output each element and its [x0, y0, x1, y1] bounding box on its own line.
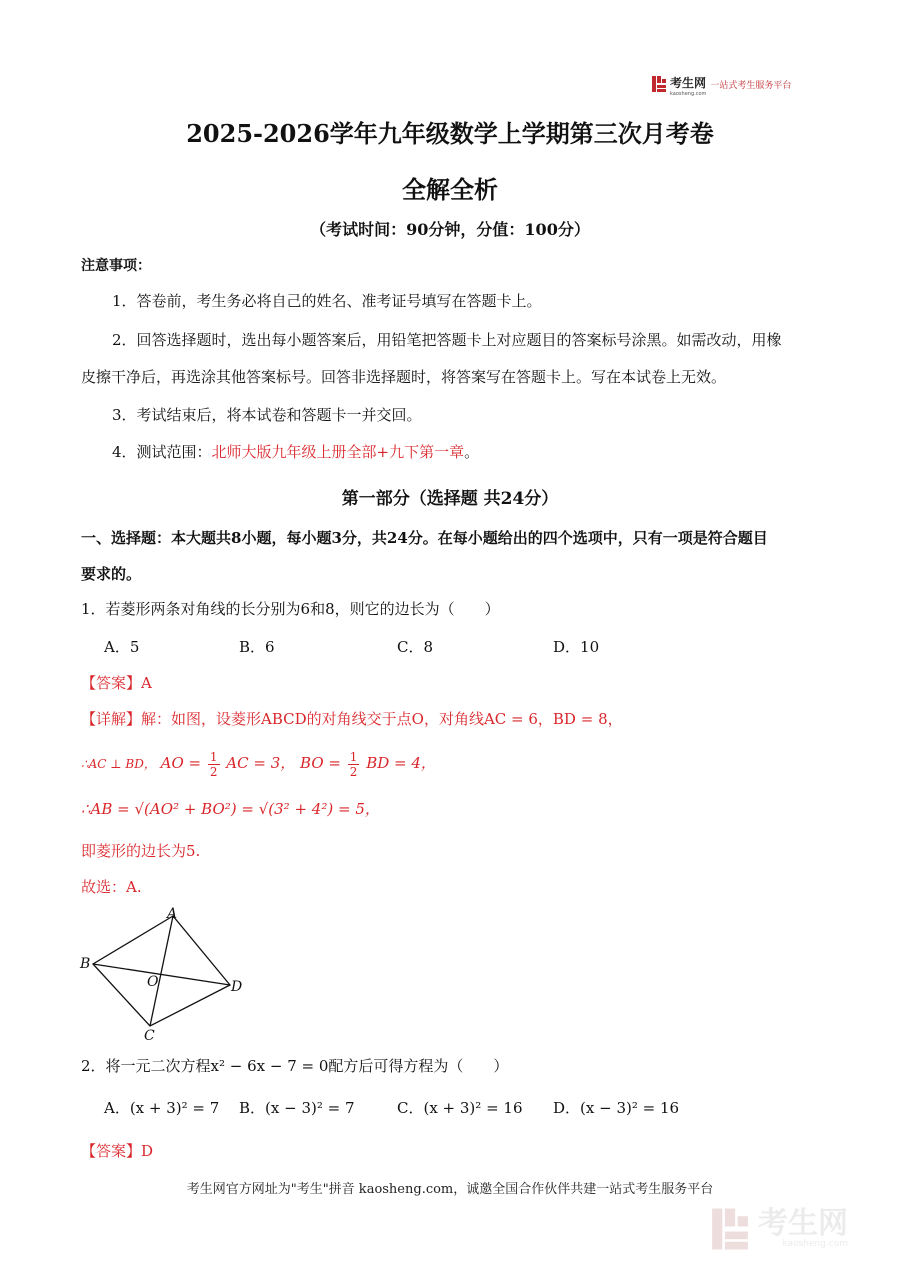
- q2-answer: 【答案】D: [81, 1142, 154, 1160]
- section-intro-line2: 要求的。: [81, 565, 142, 583]
- diagonal-ac: [150, 916, 173, 1026]
- watermark: [708, 1204, 878, 1254]
- notes-heading: 注意事项：: [81, 258, 151, 274]
- watermark-text-block: [752, 1206, 848, 1249]
- logo-slogan: 一站式考生服务平台: [710, 80, 792, 91]
- exam-info: （考试时间：90分钟，分值：100分）: [310, 220, 590, 239]
- header-logo: [651, 72, 821, 96]
- note-4: [112, 441, 479, 463]
- label-d: D: [231, 979, 243, 995]
- note-4-suffix: 。: [464, 443, 480, 461]
- page-subtitle: 全解全析: [402, 175, 498, 204]
- note-4-prefix: 4．测试范围：: [112, 443, 212, 461]
- q1-line2-c: AC = 3，: [226, 754, 296, 772]
- label-b: B: [80, 956, 91, 972]
- q1-fraction-2: [348, 750, 360, 779]
- q1-line2-b: AO =: [160, 754, 202, 772]
- q1-frac1-den: 2: [209, 764, 218, 779]
- q1-option-b: B．6: [239, 638, 275, 656]
- q1-option-c: C．8: [397, 638, 434, 656]
- diagonal-bd: [93, 964, 230, 985]
- page-title: 2025-2026学年九年级数学上学期第三次月考卷: [186, 119, 714, 148]
- label-c: C: [144, 1028, 155, 1042]
- note-2-line2: 皮擦干净后，再选涂其他答案标号。回答非选择题时，将答案写在答题卡上。写在本试卷上无效。: [81, 368, 727, 386]
- label-o: O: [147, 974, 159, 990]
- page-footer: 考生网官方网址为"考生"拼音 kaosheng.com，诚邀全国合作伙伴共建一站式考生服务平台: [186, 1182, 714, 1197]
- q1-frac1-num: 1: [209, 749, 218, 764]
- watermark-logo-icon: [708, 1206, 752, 1252]
- q1-detail-line4: 即菱形的边长为5.: [81, 842, 201, 860]
- q1-fraction-1: [208, 750, 220, 779]
- q1-line2-e: BD = 4，: [366, 754, 436, 772]
- q2-option-b: B．(x − 3)² = 7: [239, 1099, 355, 1117]
- q2-option-c: C．(x + 3)² = 16: [397, 1099, 523, 1117]
- note-1: 1．答卷前，考生务必将自己的姓名、准考证号填写在答题卡上。: [112, 292, 542, 310]
- note-4-scope: 北师大版九年级上册全部+九下第一章: [211, 443, 465, 461]
- q1-option-d: D．10: [553, 638, 600, 656]
- q1-frac2-den: 2: [349, 764, 358, 779]
- q1-detail-line1: [81, 708, 623, 730]
- note-3: 3．考试结束后，将本试卷和答题卡一并交回。: [112, 406, 422, 424]
- section-title: 第一部分（选择题 共24分）: [341, 489, 559, 509]
- label-a: A: [167, 906, 178, 922]
- logo-name: 考生网: [670, 75, 707, 90]
- q1-line2-a: ∴AC ⊥ BD，: [81, 757, 156, 771]
- watermark-url: kaosheng.com: [782, 1239, 848, 1249]
- kaosheng-logo-icon: [651, 75, 667, 93]
- q2-option-d: D．(x − 3)² = 16: [553, 1099, 680, 1117]
- rhombus-figure: [78, 902, 258, 1042]
- logo-text: [670, 72, 706, 97]
- q1-detail-text: 解：如图，设菱形ABCD的对角线交于点O，对角线AC = 6，BD = 8，: [141, 710, 623, 728]
- q1-stem: 1．若菱形两条对角线的长分别为6和8，则它的边长为（ ）: [81, 600, 500, 618]
- q1-option-a: A．5: [104, 638, 140, 656]
- logo-url: kaosheng.com: [670, 90, 707, 97]
- section-intro-line1: 一、选择题：本大题共8小题，每小题3分，共24分。在每小题给出的四个选项中，只有一项是符合题目: [81, 529, 768, 547]
- q2-stem: 2．将一元二次方程x² − 6x − 7 = 0配方后可得方程为（ ）: [81, 1057, 509, 1075]
- q1-detail-line2: [81, 748, 436, 779]
- q2-option-a: A．(x + 3)² = 7: [104, 1099, 220, 1117]
- q1-line2-d: BO =: [300, 754, 341, 772]
- note-2-line1: 2．回答选择题时，选出每小题答案后，用铅笔把答题卡上对应题目的答案标号涂黑。如需改动，用橡: [112, 331, 782, 349]
- q1-detail-line5: 故选：A.: [81, 878, 142, 896]
- q1-frac2-num: 1: [349, 749, 358, 764]
- q1-answer: 【答案】A: [81, 674, 152, 692]
- q1-detail-line3: ∴AB = √(AO² + BO²) = √(3² + 4²) = 5，: [81, 800, 380, 818]
- q1-detail-tag: 【详解】: [81, 710, 142, 728]
- watermark-text: 考生网: [758, 1206, 848, 1241]
